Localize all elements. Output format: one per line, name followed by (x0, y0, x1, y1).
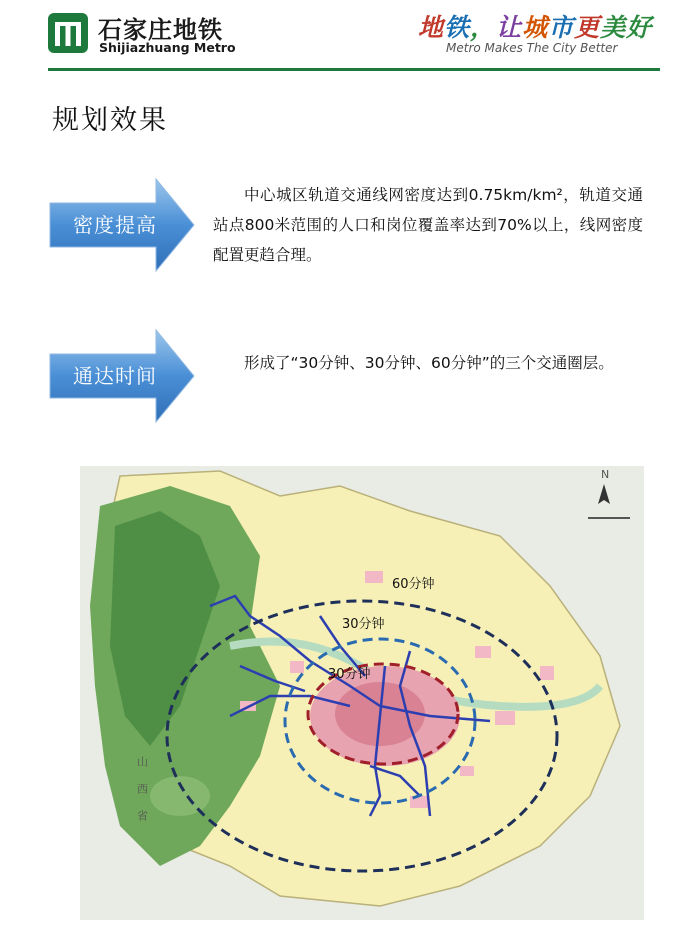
slogan-en: Metro Makes The City Better (446, 41, 618, 55)
slogan-cn: 地铁，让城市更美好 (418, 13, 653, 42)
page-title: 规划效果 (52, 105, 168, 136)
logo-text-en: Shijiazhuang Metro (99, 40, 236, 55)
metro-logo-icon (48, 13, 88, 53)
province-label: 山西省 (135, 756, 149, 821)
density-description: 中心城区轨道交通线网密度达到0.75km/km²，轨道交通站点800米范围的人口和岗位覆盖率达到70%以上，线网密度配置更趋合理。 (213, 186, 643, 264)
travel-time-description: 形成了“30分钟、30分钟、60分钟”的三个交通圈层。 (244, 354, 614, 372)
travel-time-label: 通达时间 (73, 364, 157, 388)
header-divider (48, 68, 660, 71)
density-arrow-badge (48, 177, 196, 273)
logo-text-cn: 石家庄地铁 (98, 16, 223, 44)
ring-label-30-outer: 30分钟 (342, 617, 385, 632)
planning-map (80, 466, 644, 920)
header (0, 0, 700, 72)
density-label: 密度提高 (73, 213, 157, 237)
svg-text:N: N (601, 468, 610, 481)
ring-label-30-inner: 30分钟 (328, 667, 371, 682)
travel-time-arrow-badge (48, 328, 196, 424)
ring-label-60: 60分钟 (392, 577, 435, 592)
